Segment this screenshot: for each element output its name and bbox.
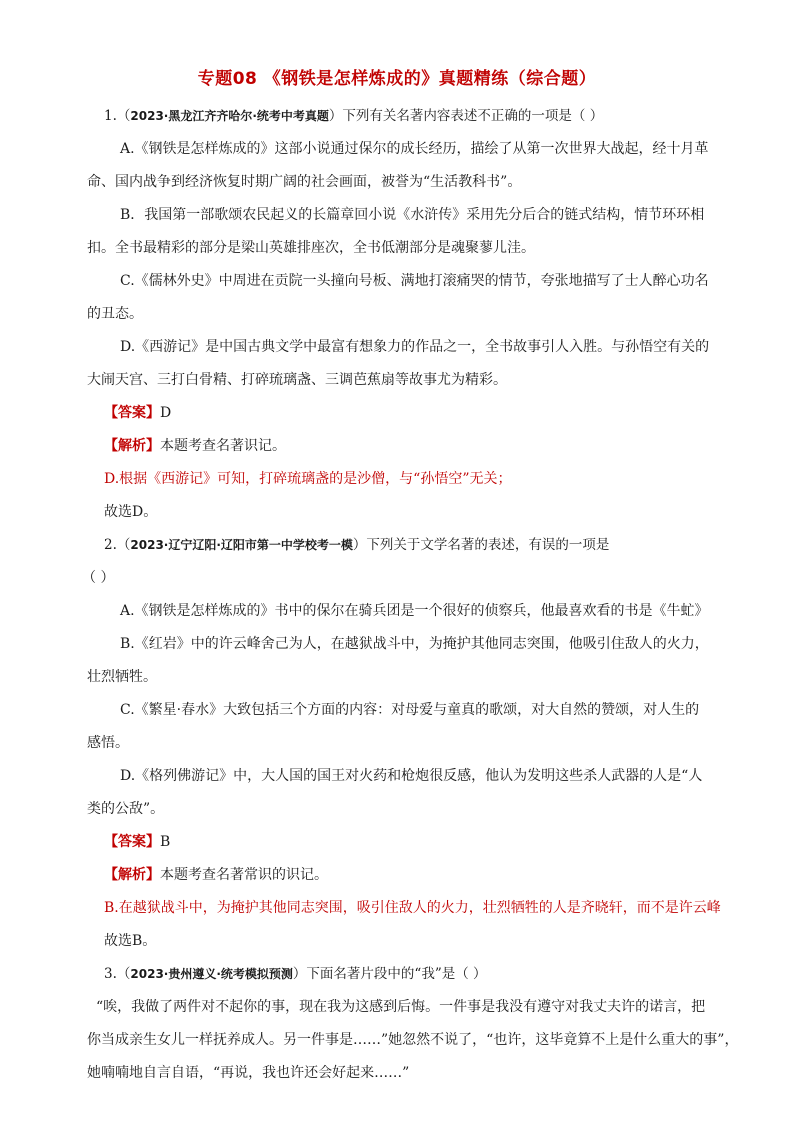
conclusion: 故选B。	[104, 933, 157, 949]
analysis-detail: B.在越狱战斗中，为掩护其他同志突围，吸引住敌人的火力，壮烈牺牲的人是齐晓轩，而不是许云峰	[104, 900, 721, 916]
option-d-line-1: D.《西游记》是中国古典文学中最富有想象力的作品之一，全书故事引人入胜。与孙悟空有关的	[120, 339, 710, 355]
page-title: 专题08 《钢铁是怎样炼成的》真题精练（综合题）	[197, 69, 597, 89]
answer-tag: 【答案】	[104, 834, 160, 850]
option-b-line-2: 壮烈牺牲。	[87, 669, 157, 685]
analysis-detail: D.根据《西游记》可知，打碎琉璃盏的是沙僧，与“孙悟空”无关；	[104, 471, 512, 487]
option-c-line-1: C.《儒林外史》中周进在贡院一头撞向号板、满地打滚痛哭的情节，夸张地描写了士人醉心功名	[120, 273, 709, 289]
option-c-line-2: 感悟。	[87, 735, 129, 751]
option-a-line-1: A.《钢铁是怎样炼成的》这部小说通过保尔的成长经历，描绘了从第一次世界大战起，经十月革	[120, 141, 709, 157]
analysis-text: 本题考查名著识记。	[160, 438, 286, 454]
answer-value: B	[160, 834, 171, 850]
option-d-line-2: 大闹天宫、三打白骨精、打碎琉璃盏、三调芭蕉扇等故事尤为精彩。	[87, 372, 507, 388]
paren-close: ）	[292, 966, 307, 982]
analysis-line	[104, 436, 286, 456]
option-b-line-1: B.《红岩》中的许云峰舍己为人，在越狱战斗中，为掩护其他同志突围，他吸引住敌人的火力，	[120, 636, 709, 652]
question-number: 2.（	[104, 537, 131, 553]
answer-line	[104, 832, 170, 852]
option-a-line-1: A.《钢铁是怎样炼成的》书中的保尔在骑兵团是一个很好的侦察兵，他最喜欢看的书是《牛虻》	[120, 603, 709, 619]
paren-close: ）	[328, 108, 343, 124]
passage-line-2: 你当成亲生女儿一样抚养成人。另一件事是……”她忽然不说了，“也许，这毕竟算不上是什么重大的事”，	[87, 1032, 739, 1048]
option-b-line-2: 扣。全书最精彩的部分是梁山英雄排座次，全书低潮部分是魂聚蓼儿洼。	[87, 240, 535, 256]
question-stem: 下面名著片段中的“我”是（ ）	[306, 966, 487, 982]
question-stem: 下列有关名著内容表述不正确的一项是（ ）	[342, 108, 604, 124]
option-b-line-1: B．我国第一部歌颂农民起义的长篇章回小说《水浒传》采用先分后合的链式结构，情节环环相	[120, 207, 705, 223]
option-d-line-1: D.《格列佛游记》中，大人国的国王对火药和枪炮很反感，他认为发明这些杀人武器的人是“人	[120, 768, 703, 784]
answer-line	[104, 403, 171, 423]
question-2-header	[104, 535, 609, 555]
analysis-line	[104, 865, 328, 885]
option-c-line-2: 的丑态。	[87, 306, 143, 322]
analysis-tag: 【解析】	[104, 867, 160, 883]
passage-line-1: “唉，我做了两件对不起你的事，现在我为这感到后悔。一件事是我没有遵守对我丈夫许的诺言，把	[96, 999, 706, 1015]
question-source: 2023·黑龙江齐齐哈尔·统考中考真题	[130, 109, 329, 123]
answer-value: D	[160, 405, 172, 421]
question-1-header	[104, 106, 603, 126]
question-source: 2023·辽宁辽阳·辽阳市第一中学校考一模	[130, 538, 353, 552]
analysis-tag: 【解析】	[104, 438, 160, 454]
conclusion: 故选D。	[104, 504, 158, 520]
question-source: 2023·贵州遵义·统考模拟预测	[130, 967, 293, 981]
analysis-text: 本题考查名著常识的识记。	[160, 867, 328, 883]
option-c-line-1: C.《繁星·春水》大致包括三个方面的内容：对母爱与童真的歌颂，对大自然的赞颂，对人生的	[120, 702, 700, 718]
option-d-line-2: 类的公敌”。	[87, 801, 165, 817]
passage-line-3: 她喃喃地自言自语，“再说，我也许还会好起来……”	[87, 1065, 410, 1081]
question-number: 1.（	[104, 108, 131, 124]
answer-blank: （ ）	[82, 570, 115, 586]
question-stem: 下列关于文学名著的表述，有误的一项是	[366, 537, 610, 553]
paren-close: ）	[352, 537, 367, 553]
answer-tag: 【答案】	[104, 405, 160, 421]
question-3-header	[104, 964, 487, 984]
option-a-line-2: 命、国内战争到经济恢复时期广阔的社会画面，被誉为“生活教科书”。	[87, 174, 522, 190]
question-number: 3.（	[104, 966, 131, 982]
